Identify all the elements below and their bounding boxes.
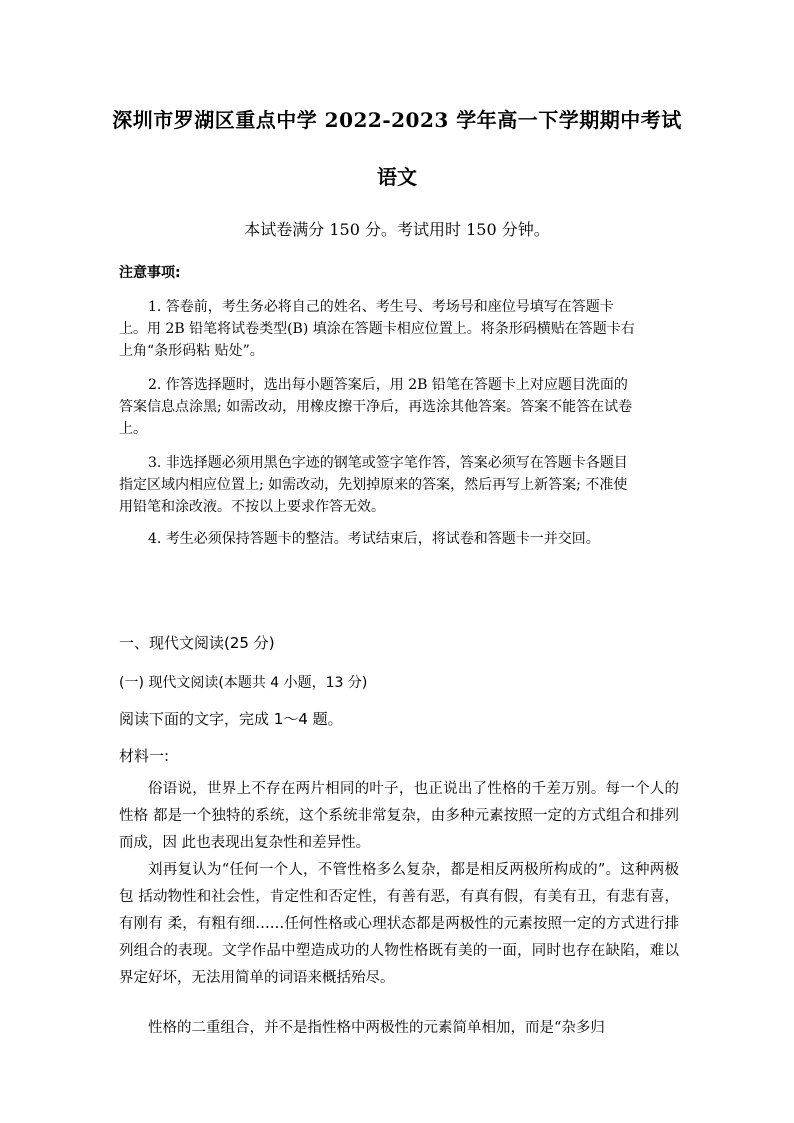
material-label: 材料一: bbox=[119, 747, 170, 765]
reading-instruction: 阅读下面的文字，完成 1～4 题。 bbox=[119, 710, 343, 728]
section-heading: 一、现代文阅读(25 分) bbox=[119, 634, 275, 652]
subject-title: 语文 bbox=[377, 165, 417, 189]
exam-title: 深圳市罗湖区重点中学 2022-2023 学年高一下学期期中考试 bbox=[112, 108, 682, 132]
sub-section-heading: (一) 现代文阅读(本题共 4 小题，13 分) bbox=[119, 675, 368, 691]
passage-paragraph: 性格的二重组合，并不是指性格中两极性的元素简单相加，而是“杂多归 bbox=[148, 1020, 605, 1036]
passage-paragraph: 俗语说，世界上不存在两片相同的叶子，也正说出了性格的千差万别。每一个人的性格 都是一个独特的系统，这个系统非常复杂，由多种元素按照一定的方式组合和排列而成，因 此也表现出复杂性和差异性。 bbox=[119, 781, 679, 851]
note-item: 1. 答卷前，考生务必将自己的姓名、考生号、考场号和座位号填写在答题卡上。用 2B 铅笔将试卷类型(B) 填涂在答题卡相应位置上。将条形码横贴在答题卡右上角“条形码粘 贴处”。 bbox=[119, 299, 635, 359]
note-item: 2. 作答选择题时，选出每小题答案后，用 2B 铅笔在答题卡上对应题目洗面的答案信息点涂黑; 如需改动，用橡皮擦干净后，再选涂其他答案。答案不能答在试卷上。 bbox=[119, 377, 633, 437]
note-item: 3. 非选择题必须用黑色字迹的钢笔或签字笔作答，答案必须写在答题卡各题目指定区域内相应位置上; 如需改动，先划掉原来的答案，然后再写上新答案; 不准使用铅笔和涂改液。不按以上要求作答无效。 bbox=[119, 455, 628, 515]
exam-meta: 本试卷满分 150 分。考试用时 150 分钟。 bbox=[244, 220, 550, 239]
notes-heading: 注意事项: bbox=[119, 265, 181, 281]
note-item: 4. 考生必须保持答题卡的整洁。考试结束后，将试卷和答题卡一并交回。 bbox=[148, 531, 600, 547]
passage-paragraph: 刘再复认为“任何一个人，不管性格多么复杂，都是相反两极所构成的”。这种两极包 括动物性和社会性，肯定性和否定性，有善有恶，有真有假，有美有丑，有悲有喜，有刚有 柔，有粗有细……任何性格或心理状态都是两极性的元素按照一定的方式进行排列组合的表现。文学作品中塑造成功的人物性格既有美的一面，同时也存在缺陷，难以界定好坏，无法用简单的词语来概括殆尽。 bbox=[119, 862, 679, 986]
